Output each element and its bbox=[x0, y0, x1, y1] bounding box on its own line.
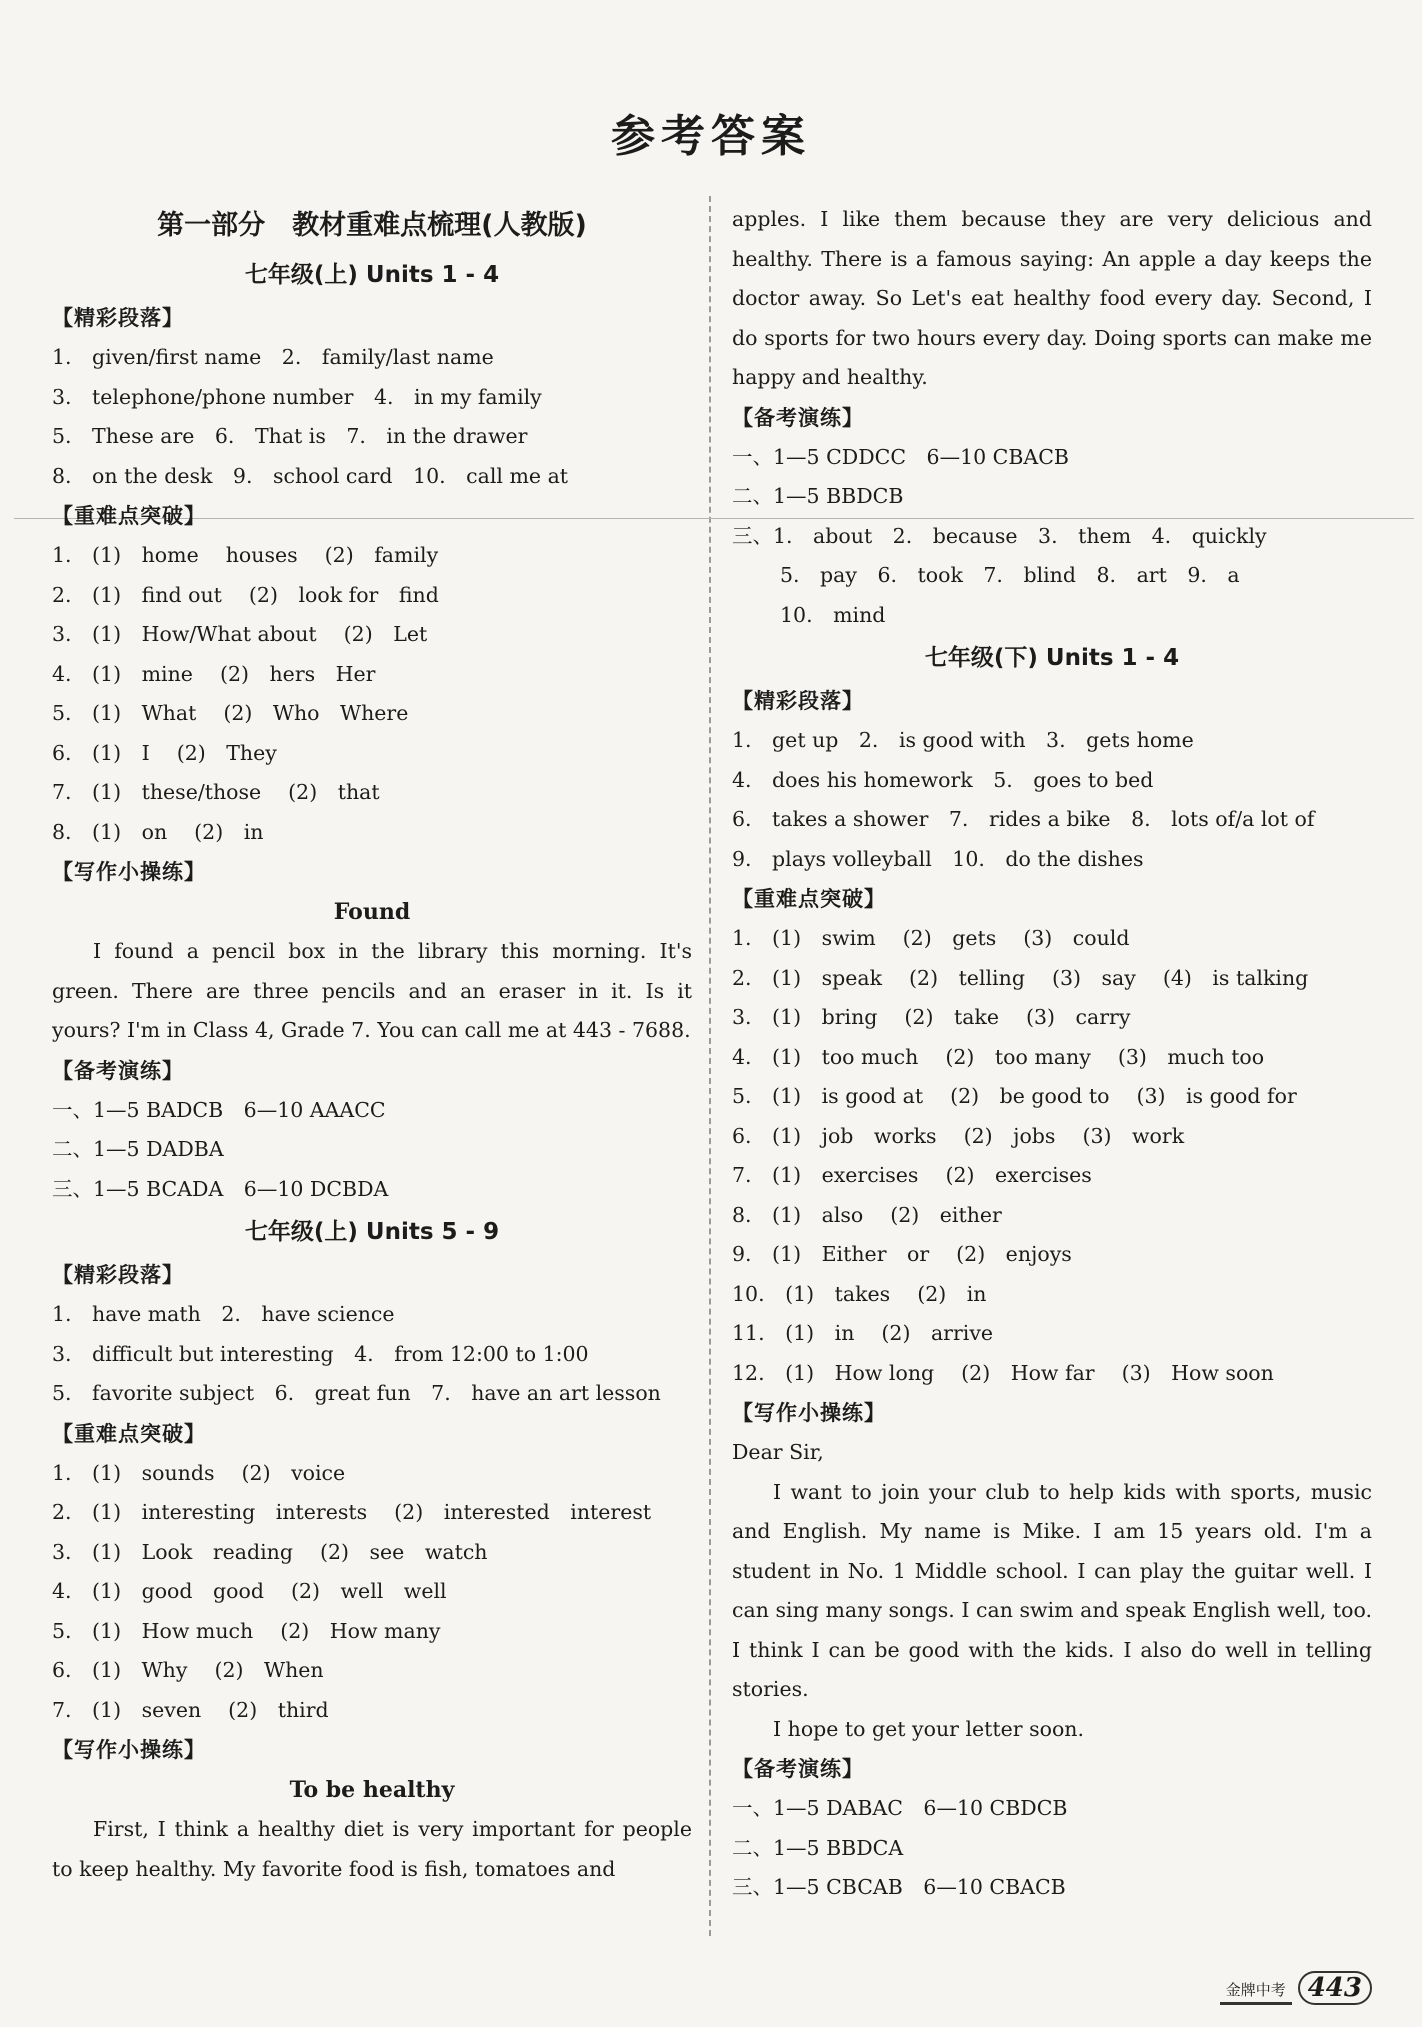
section-heading: 【重难点突破】 bbox=[52, 504, 206, 528]
answer-line: 10. mind bbox=[780, 602, 886, 627]
answer-line: 5. pay 6. took 7. blind 8. art 9. a bbox=[780, 563, 1240, 587]
answer-line: 1. get up 2. is good with 3. gets home bbox=[732, 728, 1194, 752]
answer-line: 4. (1) good good (2) well well bbox=[52, 1579, 447, 1603]
letter-body: I want to join your club to help kids with sports, music and English. My name is Mike. I am 15 years old. I'm a student in No. 1 Middle school. I can play the guitar well. I can sing many songs. I can swim and speak English well, too. I think I can be good with the kids. I also do well in telling stories. bbox=[732, 1479, 1372, 1701]
essay-title: Found bbox=[333, 899, 411, 925]
answer-line: 1. (1) swim (2) gets (3) could bbox=[732, 926, 1130, 950]
section-heading: 【精彩段落】 bbox=[52, 1263, 184, 1287]
answer-line: 5. (1) How much (2) How many bbox=[52, 1618, 441, 1643]
unit-heading: 七年级(上) Units 1 - 4 bbox=[244, 262, 500, 288]
answer-line: 3. (1) How/What about (2) Let bbox=[52, 622, 428, 646]
answer-line: 三、1—5 BCADA 6—10 DCBDA bbox=[52, 1176, 389, 1201]
left-column bbox=[52, 200, 692, 1889]
section-heading: 【写作小操练】 bbox=[52, 1738, 206, 1762]
page-title: 参考答案 bbox=[611, 111, 811, 162]
essay-paragraph: I found a pencil box in the library this morning. It's green. There are three pencils and an eraser in it. Is it yours? I'm in Class 4, Grade 7. You can call me at 443 - 7688. bbox=[52, 939, 692, 1042]
answer-line: 一、1—5 BADCB 6—10 AAACC bbox=[52, 1097, 386, 1122]
answer-line: 7. (1) these/those (2) that bbox=[52, 780, 380, 804]
essay-paragraph: apples. I like them because they are very delicious and healthy. There is a famous saying: An apple a day keeps the doctor away. So Let's eat healthy food every day. Second, I do sports for two hours every day. Doing sports can make me happy and healthy. bbox=[732, 207, 1372, 389]
section-heading: 【重难点突破】 bbox=[732, 887, 886, 911]
answer-line: 三、1—5 CBCAB 6—10 CBACB bbox=[732, 1875, 1066, 1899]
section-heading: 【精彩段落】 bbox=[732, 689, 864, 713]
answer-line: 7. (1) seven (2) third bbox=[52, 1697, 329, 1722]
answer-line: 4. does his homework 5. goes to bed bbox=[732, 767, 1154, 792]
answer-line: 3. (1) bring (2) take (3) carry bbox=[732, 1005, 1131, 1029]
brand-label: 金牌中考 bbox=[1220, 1979, 1292, 2005]
answer-line: 2. (1) speak (2) telling (3) say (4) is talking bbox=[732, 965, 1309, 990]
answer-line: 9. (1) Either or (2) enjoys bbox=[732, 1242, 1072, 1266]
answer-line: 8. on the desk 9. school card 10. call me at bbox=[52, 463, 569, 488]
answer-line: 3. difficult but interesting 4. from 12:00 to 1:00 bbox=[52, 1341, 589, 1366]
answer-line: 12. (1) How long (2) How far (3) How soon bbox=[732, 1360, 1274, 1385]
answer-line: 3. (1) Look reading (2) see watch bbox=[52, 1539, 488, 1564]
answer-line: 1. (1) home houses (2) family bbox=[52, 543, 439, 567]
answer-line: 4. (1) mine (2) hers Her bbox=[52, 661, 376, 686]
answer-line: 8. (1) also (2) either bbox=[732, 1202, 1002, 1227]
section-heading: 【精彩段落】 bbox=[52, 306, 184, 330]
answer-line: 9. plays volleyball 10. do the dishes bbox=[732, 846, 1144, 871]
answer-line: 4. (1) too much (2) too many (3) much too bbox=[732, 1044, 1265, 1069]
answer-line: 11. (1) in (2) arrive bbox=[732, 1321, 994, 1345]
unit-heading: 七年级(上) Units 5 - 9 bbox=[244, 1219, 500, 1245]
essay-paragraph: First, I think a healthy diet is very important for people to keep healthy. My favorite food is fish, tomatoes and bbox=[52, 1817, 692, 1881]
answer-line: 一、1—5 DABAC 6—10 CBDCB bbox=[732, 1796, 1068, 1820]
right-column bbox=[732, 200, 1372, 1908]
answer-line: 1. given/first name 2. family/last name bbox=[52, 345, 494, 369]
section-heading: 【重难点突破】 bbox=[52, 1421, 206, 1446]
column-divider bbox=[709, 196, 711, 1936]
answer-line: 2. (1) interesting interests (2) interested interest bbox=[52, 1500, 652, 1524]
answer-line: 一、1—5 CDDCC 6—10 CBACB bbox=[732, 444, 1069, 469]
answer-line: 5. (1) is good at (2) be good to (3) is good for bbox=[732, 1084, 1297, 1108]
answer-line: 10. (1) takes (2) in bbox=[732, 1281, 987, 1306]
section-heading: 【备考演练】 bbox=[732, 1757, 864, 1781]
section-heading: 【写作小操练】 bbox=[52, 860, 206, 884]
page-number: 443 bbox=[1298, 1971, 1372, 2005]
answer-line: 6. (1) job works (2) jobs (3) work bbox=[732, 1123, 1185, 1148]
answer-line: 三、1. about 2. because 3. them 4. quickly bbox=[732, 523, 1267, 548]
answer-line: 8. (1) on (2) in bbox=[52, 819, 264, 844]
section-heading: 【备考演练】 bbox=[52, 1058, 184, 1083]
answer-line: 5. (1) What (2) Who Where bbox=[52, 701, 409, 725]
unit-heading: 七年级(下) Units 1 - 4 bbox=[924, 645, 1180, 671]
part-heading: 第一部分 教材重难点梳理(人教版) bbox=[157, 210, 587, 241]
answer-line: 5. These are 6. That is 7. in the drawer bbox=[52, 424, 528, 448]
answer-line: 2. (1) find out (2) look for find bbox=[52, 582, 439, 607]
section-heading: 【写作小操练】 bbox=[732, 1401, 886, 1425]
answer-line: 6. (1) Why (2) When bbox=[52, 1658, 324, 1682]
answer-line: 3. telephone/phone number 4. in my family bbox=[52, 384, 542, 409]
answer-line: 6. (1) I (2) They bbox=[52, 740, 277, 765]
essay-title: To be healthy bbox=[289, 1777, 455, 1803]
answer-line: 1. have math 2. have science bbox=[52, 1302, 395, 1326]
answer-line: 7. (1) exercises (2) exercises bbox=[732, 1163, 1092, 1187]
answer-line: 二、1—5 BBDCB bbox=[732, 484, 904, 508]
answer-line: 6. takes a shower 7. rides a bike 8. lots of/a lot of bbox=[732, 807, 1315, 831]
letter-greeting: Dear Sir, bbox=[732, 1440, 824, 1464]
answer-line: 1. (1) sounds (2) voice bbox=[52, 1460, 346, 1485]
section-heading: 【备考演练】 bbox=[732, 405, 864, 430]
letter-closing: I hope to get your letter soon. bbox=[773, 1716, 1085, 1741]
answer-line: 二、1—5 DADBA bbox=[52, 1137, 224, 1161]
answer-line: 二、1—5 BBDCA bbox=[732, 1835, 904, 1860]
page-footer bbox=[1220, 1971, 1372, 2005]
answer-line: 5. favorite subject 6. great fun 7. have an art lesson bbox=[52, 1381, 661, 1405]
